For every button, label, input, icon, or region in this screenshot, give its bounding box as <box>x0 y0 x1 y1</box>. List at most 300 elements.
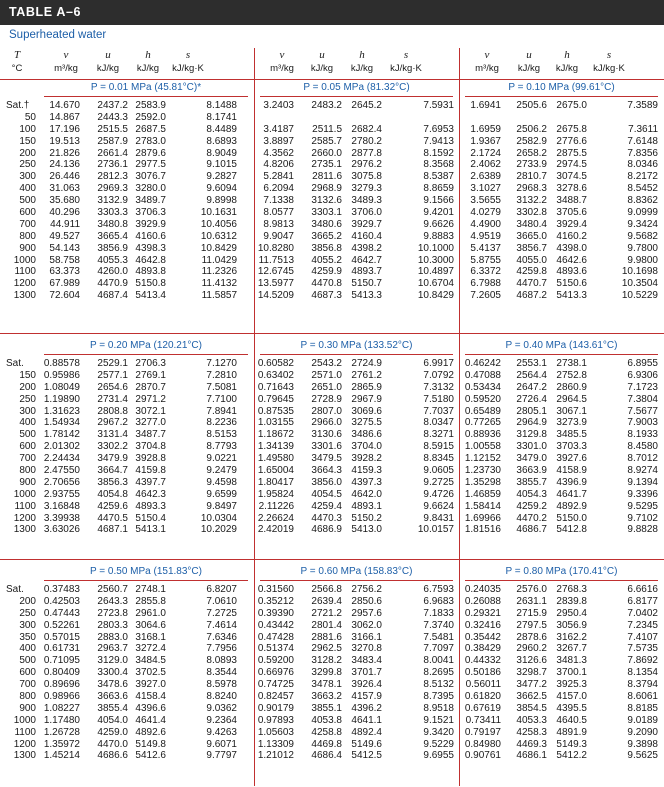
cell-v: 2.4062 <box>470 159 501 171</box>
cell-h: 5413.0 <box>351 524 382 536</box>
cell-u: 3480.6 <box>311 218 342 230</box>
cell-h: 2783.0 <box>135 135 166 147</box>
cell-v: 1.45214 <box>43 750 80 762</box>
header-v-3: v m³/kg <box>475 49 499 74</box>
cell-s: 7.3804 <box>627 393 658 405</box>
cell-u: 2733.9 <box>516 159 547 171</box>
cell-v: 0.47088 <box>464 369 501 381</box>
cell-v: 0.95986 <box>43 369 80 381</box>
cell-v: 4.4900 <box>470 218 501 230</box>
cell-u: 3665.4 <box>97 230 128 242</box>
table-row <box>459 382 664 394</box>
cell-v: 0.77265 <box>464 417 501 429</box>
cell-s: 9.5625 <box>627 750 658 762</box>
temperature-cell: 300 <box>19 171 36 183</box>
cell-u: 4686.7 <box>516 524 547 536</box>
cell-s: 7.2810 <box>206 369 237 381</box>
table-row <box>38 290 254 302</box>
cell-s: 7.5677 <box>627 405 658 417</box>
cell-v: 0.35442 <box>464 631 501 643</box>
cell-h: 4396.2 <box>351 702 382 714</box>
temperature-cell: 1200 <box>13 738 36 750</box>
pressure-title-underline <box>465 354 658 355</box>
cell-s: 8.0893 <box>206 655 237 667</box>
cell-s: 7.0402 <box>627 607 658 619</box>
cell-v: 14.5209 <box>257 290 294 302</box>
cell-u: 2582.9 <box>516 135 547 147</box>
cell-v: 8.0577 <box>263 207 294 219</box>
cell-v: 54.143 <box>49 242 80 254</box>
cell-s: 7.6953 <box>423 123 454 135</box>
cell-v: 0.88936 <box>464 429 501 441</box>
cell-h: 3166.1 <box>351 631 382 643</box>
cell-v: 0.53434 <box>464 381 501 393</box>
cell-h: 3481.3 <box>556 655 587 667</box>
cell-u: 4055.3 <box>97 254 128 266</box>
cell-u: 3478.6 <box>97 679 128 691</box>
cell-v: 0.61731 <box>43 643 80 655</box>
cell-s: 8.1488 <box>206 100 237 111</box>
cell-h: 3270.8 <box>351 643 382 655</box>
temperature-column <box>0 358 38 536</box>
temperature-cell: 1300 <box>13 290 36 302</box>
cell-u: 4686.9 <box>311 524 342 536</box>
cell-s: 7.5081 <box>206 381 237 393</box>
cell-s: 7.4107 <box>627 631 658 643</box>
cell-h: 5150.6 <box>556 278 587 290</box>
cell-s: 7.3589 <box>627 100 658 111</box>
cell-v: 0.38429 <box>464 643 501 655</box>
table-row <box>254 266 459 278</box>
table-row <box>254 477 459 489</box>
table-row <box>38 417 254 429</box>
cell-v: 11.7513 <box>258 254 294 266</box>
table-row <box>459 290 664 302</box>
cell-u: 2811.6 <box>312 171 342 183</box>
cell-v: 1.21012 <box>257 750 294 762</box>
cell-s: 6.8955 <box>627 358 658 369</box>
pressure-group <box>254 358 459 536</box>
cell-h: 4396.9 <box>556 476 587 488</box>
cell-s: 8.4580 <box>627 441 658 453</box>
cell-s: 9.6094 <box>206 183 237 195</box>
cell-v: 1.31623 <box>43 405 80 417</box>
pressure-title: P = 0.50 MPa (151.83°C) <box>90 566 202 577</box>
cell-s: 8.0346 <box>627 159 658 171</box>
cell-v: 12.6745 <box>257 266 294 278</box>
cell-s: 9.2827 <box>206 171 237 183</box>
cell-s: 6.9917 <box>423 358 454 369</box>
cell-h: 4397.3 <box>351 476 382 488</box>
cell-u: 2515.5 <box>97 123 128 135</box>
cell-s: 9.1566 <box>423 195 454 207</box>
cell-v: 1.18672 <box>257 429 294 441</box>
table-row <box>38 394 254 406</box>
table-row <box>254 691 459 703</box>
pressure-title-underline <box>44 580 248 581</box>
table-row <box>254 358 459 370</box>
table-row <box>254 489 459 501</box>
cell-s: 9.8497 <box>206 500 237 512</box>
temperature-cell: 600 <box>19 667 36 679</box>
cell-u: 3129.0 <box>97 655 128 667</box>
cell-h: 5149.6 <box>351 738 382 750</box>
table-row <box>459 632 664 644</box>
cell-s: 8.2236 <box>206 417 237 429</box>
temperature-cell: 700 <box>19 453 36 465</box>
temperature-cell: 1100 <box>14 266 36 278</box>
table-row <box>38 632 254 644</box>
cell-v: 0.31560 <box>257 584 294 595</box>
cell-u: 4687.4 <box>97 290 128 302</box>
cell-v: 0.73411 <box>465 714 501 726</box>
cell-u: 2807.0 <box>311 405 342 417</box>
cell-u: 4469.3 <box>516 738 547 750</box>
table-row <box>459 501 664 513</box>
cell-h: 5149.8 <box>135 738 166 750</box>
cell-s: 7.7037 <box>423 405 454 417</box>
cell-u: 2721.2 <box>311 607 342 619</box>
temperature-cell: 250 <box>19 607 36 619</box>
cell-u: 4259.2 <box>516 500 547 512</box>
cell-h: 4640.5 <box>556 714 587 726</box>
cell-h: 4398.0 <box>556 242 587 254</box>
cell-v: 17.196 <box>49 123 80 135</box>
table-subtitle: Superheated water <box>9 29 107 41</box>
cell-v: 31.063 <box>49 183 80 195</box>
temperature-cell: 1100 <box>14 726 36 738</box>
cell-v: 1.46859 <box>464 488 501 500</box>
table-row <box>254 417 459 429</box>
cell-s: 9.8998 <box>206 195 237 207</box>
cell-u: 3131.4 <box>97 429 128 441</box>
cell-h: 2780.2 <box>351 135 382 147</box>
cell-u: 2506.2 <box>516 123 547 135</box>
cell-s: 9.3424 <box>627 218 658 230</box>
pressure-group <box>38 358 254 536</box>
table-row <box>459 255 664 267</box>
cell-h: 4160.4 <box>351 230 382 242</box>
cell-v: 6.7988 <box>470 278 501 290</box>
temperature-cell: 150 <box>19 135 36 147</box>
temperature-cell: Sat.† <box>6 100 30 111</box>
table-row <box>254 394 459 406</box>
cell-u: 2963.7 <box>97 643 128 655</box>
cell-s: 9.1394 <box>627 476 658 488</box>
pressure-title-underline <box>260 580 453 581</box>
cell-s: 9.6071 <box>206 738 237 750</box>
cell-u: 3302.8 <box>516 207 547 219</box>
temperature-cell: 300 <box>19 405 36 417</box>
cell-u: 3855.7 <box>516 476 547 488</box>
table-row <box>459 465 664 477</box>
cell-v: 0.63402 <box>257 369 294 381</box>
cell-s: 8.6893 <box>206 135 237 147</box>
header-s-3: s kJ/kg·K <box>593 49 625 74</box>
header-u-1: u kJ/kg <box>96 49 120 74</box>
cell-s: 10.0304 <box>200 512 237 524</box>
cell-s: 9.6599 <box>206 488 237 500</box>
block-separator <box>0 333 664 334</box>
table-row <box>459 183 664 195</box>
cell-u: 3477.2 <box>516 679 547 691</box>
cell-h: 3700.1 <box>556 667 587 679</box>
cell-h: 3704.0 <box>351 441 382 453</box>
cell-u: 2878.6 <box>516 631 547 643</box>
cell-s: 9.5295 <box>627 500 658 512</box>
table-row <box>38 219 254 231</box>
cell-h: 5150.2 <box>351 512 382 524</box>
cell-v: 0.42503 <box>43 595 80 607</box>
cell-v: 5.8755 <box>470 254 501 266</box>
pressure-group <box>254 584 459 762</box>
cell-v: 5.2841 <box>263 171 294 183</box>
cell-u: 3856.0 <box>311 476 342 488</box>
cell-v: 4.3562 <box>263 147 294 159</box>
cell-h: 4642.6 <box>556 254 587 266</box>
cell-u: 2731.4 <box>97 393 128 405</box>
cell-s: 7.3132 <box>423 381 454 393</box>
cell-u: 3302.2 <box>97 441 128 453</box>
cell-h: 4893.3 <box>135 500 166 512</box>
cell-s: 11.5857 <box>201 290 237 302</box>
cell-u: 3855.4 <box>97 702 128 714</box>
table-row <box>38 382 254 394</box>
cell-h: 3267.7 <box>556 643 587 655</box>
cell-v: 67.989 <box>49 278 80 290</box>
pressure-title: P = 0.05 MPa (81.32°C) <box>303 82 410 93</box>
cell-h: 3485.5 <box>556 429 587 441</box>
cell-v: 0.88578 <box>43 358 80 369</box>
pressure-group <box>38 100 254 302</box>
cell-v: 0.46242 <box>464 358 501 369</box>
cell-h: 2769.1 <box>135 369 166 381</box>
cell-h: 3487.7 <box>135 429 166 441</box>
cell-h: 3706.3 <box>135 207 166 219</box>
pressure-title-underline <box>44 354 248 355</box>
cell-s: 7.5931 <box>423 100 454 111</box>
cell-u: 4470.0 <box>97 738 128 750</box>
table-row <box>38 453 254 465</box>
cell-u: 3855.1 <box>311 702 342 714</box>
cell-h: 3162.2 <box>556 631 587 643</box>
table-row <box>254 632 459 644</box>
cell-s: 11.4132 <box>201 278 237 290</box>
cell-s: 7.1833 <box>423 607 454 619</box>
cell-v: 0.50186 <box>464 667 501 679</box>
table-row <box>459 679 664 691</box>
pressure-title-underline <box>465 96 658 97</box>
cell-v: 0.90761 <box>464 750 501 762</box>
cell-h: 3929.9 <box>135 218 166 230</box>
cell-h: 3278.6 <box>556 183 587 195</box>
temperature-cell: 500 <box>19 195 36 207</box>
table-row <box>459 394 664 406</box>
cell-v: 0.35212 <box>257 595 294 607</box>
cell-s: 9.3420 <box>423 726 454 738</box>
cell-u: 2964.9 <box>516 417 547 429</box>
cell-h: 5413.3 <box>351 290 382 302</box>
cell-h: 5149.3 <box>556 738 587 750</box>
cell-v: 40.296 <box>49 207 80 219</box>
cell-v: 5.4137 <box>470 242 501 254</box>
cell-h: 4641.4 <box>135 714 166 726</box>
temperature-cell: 100 <box>19 123 36 135</box>
cell-u: 2808.8 <box>97 405 128 417</box>
cell-s: 9.0999 <box>627 207 658 219</box>
table-row <box>38 358 254 370</box>
table-row <box>254 453 459 465</box>
cell-h: 3069.6 <box>351 405 382 417</box>
table-row <box>38 667 254 679</box>
cell-h: 3489.3 <box>351 195 382 207</box>
cell-v: 3.1027 <box>470 183 501 195</box>
cell-u: 2437.2 <box>97 100 128 111</box>
cell-v: 3.2403 <box>263 100 294 111</box>
cell-v: 2.01302 <box>43 441 80 453</box>
cell-u: 3126.6 <box>516 655 547 667</box>
cell-v: 2.24434 <box>43 453 80 465</box>
cell-v: 3.39938 <box>43 512 80 524</box>
table-row <box>254 465 459 477</box>
cell-h: 2961.0 <box>135 607 166 619</box>
table-row <box>38 750 254 762</box>
cell-v: 1.34139 <box>257 441 294 453</box>
cell-s: 7.8356 <box>627 147 658 159</box>
cell-v: 8.9813 <box>263 218 294 230</box>
temperature-cell: 400 <box>19 643 36 655</box>
cell-s: 9.6624 <box>423 500 454 512</box>
temperature-cell: 800 <box>19 691 36 703</box>
cell-h: 4158.9 <box>556 465 587 477</box>
cell-u: 2726.4 <box>516 393 547 405</box>
cell-h: 4397.7 <box>135 476 166 488</box>
table-row <box>38 584 254 596</box>
cell-u: 2564.4 <box>516 369 547 381</box>
table-row <box>38 596 254 608</box>
cell-h: 4157.0 <box>556 691 587 703</box>
cell-h: 2682.4 <box>351 123 382 135</box>
cell-h: 3075.8 <box>351 171 382 183</box>
cell-s: 8.1741 <box>206 111 237 123</box>
pressure-group <box>38 584 254 762</box>
cell-u: 2560.7 <box>97 584 128 595</box>
cell-u: 4687.2 <box>516 290 547 302</box>
cell-s: 8.8240 <box>206 691 237 703</box>
cell-u: 4687.1 <box>97 524 128 536</box>
cell-h: 4892.9 <box>556 500 587 512</box>
table-row <box>459 489 664 501</box>
temperature-cell: 300 <box>19 619 36 631</box>
cell-u: 4470.7 <box>516 278 547 290</box>
cell-u: 2660.0 <box>311 147 342 159</box>
cell-h: 5150.7 <box>351 278 382 290</box>
cell-u: 2810.7 <box>516 171 547 183</box>
cell-u: 2715.9 <box>516 607 547 619</box>
temperature-cell: 1000 <box>13 488 36 500</box>
table-row <box>459 750 664 762</box>
temperature-cell: 600 <box>19 441 36 453</box>
cell-s: 9.1015 <box>206 159 237 171</box>
cell-u: 3665.0 <box>516 230 547 242</box>
temperature-cell: 250 <box>19 159 36 171</box>
cell-u: 2505.6 <box>516 100 547 111</box>
cell-v: 1.9367 <box>470 135 501 147</box>
table-row <box>459 691 664 703</box>
pressure-group <box>459 358 664 536</box>
temperature-cell: 1100 <box>14 500 36 512</box>
cell-v: 49.527 <box>49 230 80 242</box>
cell-v: 3.63026 <box>43 524 80 536</box>
table-row <box>254 124 459 136</box>
table-row <box>459 207 664 219</box>
table-row <box>254 243 459 255</box>
cell-v: 1.49580 <box>257 453 294 465</box>
cell-u: 3128.2 <box>311 655 342 667</box>
cell-v: 0.29321 <box>464 607 501 619</box>
cell-h: 4157.9 <box>351 691 382 703</box>
cell-u: 4686.1 <box>516 750 547 762</box>
cell-h: 2768.3 <box>556 584 587 595</box>
table-row <box>38 148 254 160</box>
cell-v: 0.71643 <box>257 381 294 393</box>
table-row <box>254 370 459 382</box>
cell-s: 9.8883 <box>423 230 454 242</box>
cell-v: 0.67619 <box>464 702 501 714</box>
cell-s: 8.5153 <box>206 429 237 441</box>
cell-u: 2443.3 <box>97 111 128 123</box>
cell-v: 0.24035 <box>464 584 501 595</box>
pressure-title: P = 0.40 MPa (143.61°C) <box>505 340 618 351</box>
header-s-2: s kJ/kg·K <box>390 49 422 74</box>
cell-h: 4398.2 <box>351 242 382 254</box>
cell-s: 8.3568 <box>423 159 454 171</box>
cell-h: 3928.2 <box>351 453 382 465</box>
cell-s: 8.5452 <box>627 183 658 195</box>
table-row <box>38 255 254 267</box>
table-row <box>38 691 254 703</box>
table-row <box>38 441 254 453</box>
cell-v: 0.82457 <box>257 691 294 703</box>
table-row <box>38 183 254 195</box>
cell-u: 2805.1 <box>516 405 547 417</box>
table-row <box>459 136 664 148</box>
cell-v: 14.670 <box>49 100 80 111</box>
table-row <box>254 112 459 124</box>
temperature-cell: 1200 <box>13 278 36 290</box>
cell-u: 2651.0 <box>311 381 342 393</box>
cell-h: 2583.9 <box>135 100 166 111</box>
cell-h: 2738.1 <box>556 358 587 369</box>
cell-v: 0.43442 <box>257 619 294 631</box>
cell-s: 8.6061 <box>627 691 658 703</box>
cell-s: 8.3794 <box>627 679 658 691</box>
cell-s: 9.0605 <box>423 465 454 477</box>
cell-s: 7.7956 <box>206 643 237 655</box>
cell-u: 3132.9 <box>97 195 128 207</box>
cell-v: 0.97893 <box>257 714 294 726</box>
cell-h: 2592.0 <box>135 111 166 123</box>
cell-u: 2968.9 <box>311 183 342 195</box>
temperature-cell: 500 <box>19 655 36 667</box>
temperature-cell: 50 <box>24 111 36 123</box>
cell-u: 3663.9 <box>516 465 547 477</box>
cell-v: 1.05603 <box>257 726 294 738</box>
cell-u: 2585.7 <box>311 135 342 147</box>
cell-v: 0.80409 <box>43 667 80 679</box>
cell-u: 2587.9 <box>97 135 128 147</box>
table-row <box>38 195 254 207</box>
